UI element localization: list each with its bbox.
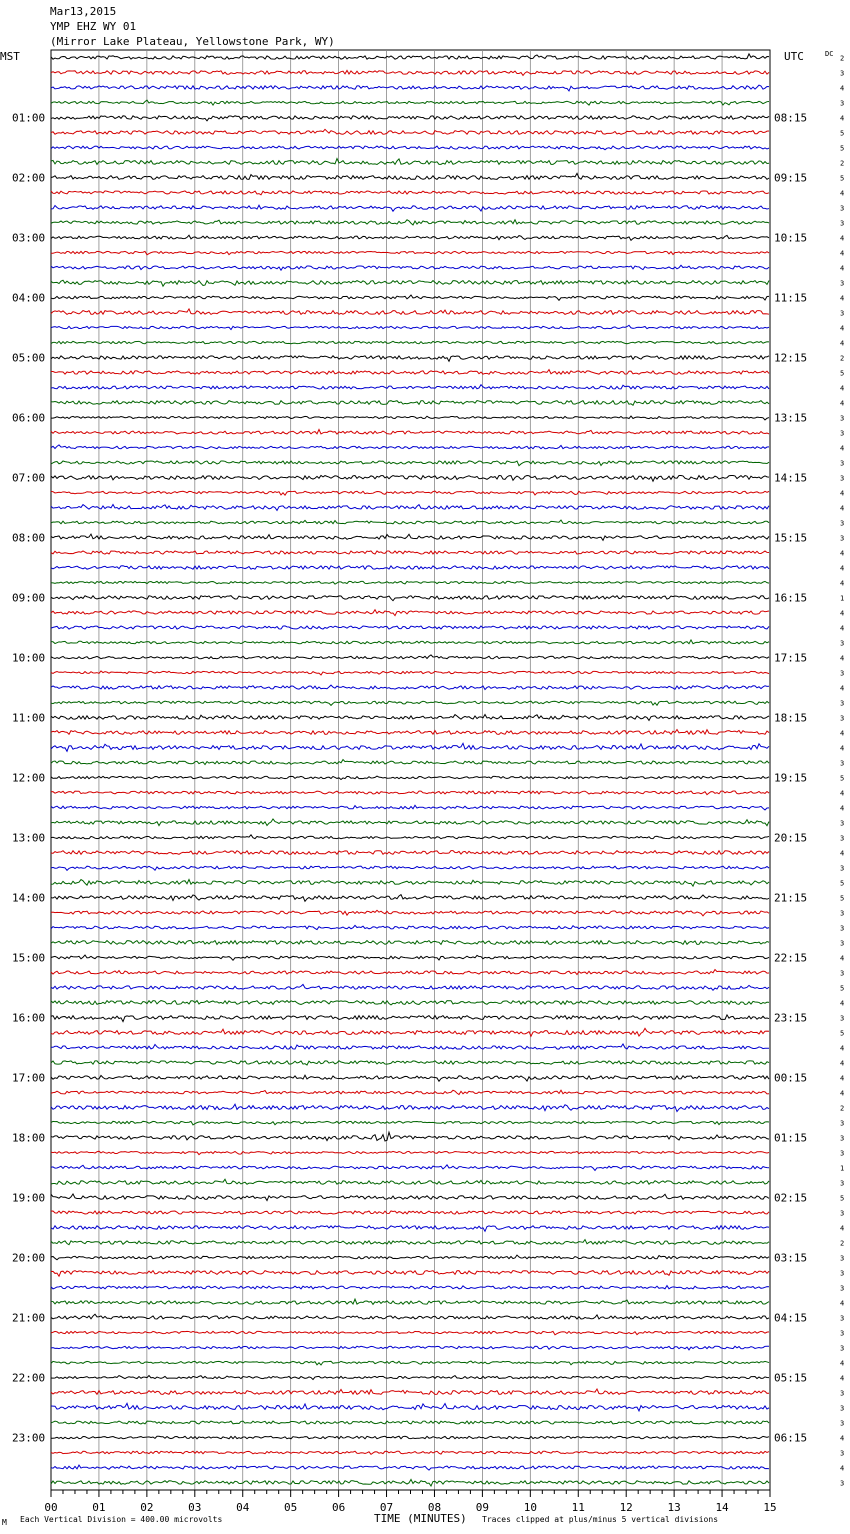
dc-offset-value: 3 bbox=[840, 309, 845, 318]
dc-offset-value: 4 bbox=[840, 1434, 845, 1443]
dc-offset-value: 3 bbox=[840, 519, 845, 528]
dc-offset-value: 4 bbox=[840, 264, 845, 273]
dc-offset-value: 3 bbox=[840, 459, 845, 468]
plot-date: Mar13,2015 bbox=[50, 5, 117, 18]
x-tick-label: 10 bbox=[523, 1501, 537, 1514]
mst-hour-label: 14:00 bbox=[12, 891, 46, 905]
dc-offset-value: 3 bbox=[840, 864, 845, 873]
x-tick-label: 09 bbox=[475, 1501, 490, 1514]
dc-offset-value: 4 bbox=[840, 684, 845, 693]
mst-hour-label: 16:00 bbox=[12, 1011, 46, 1025]
station-location: (Mirror Lake Plateau, Yellowstone Park, WY) bbox=[50, 35, 335, 48]
dc-offset-value: 4 bbox=[840, 849, 845, 858]
utc-hour-label: 18:15 bbox=[774, 711, 808, 725]
dc-offset-value: 4 bbox=[840, 504, 845, 513]
x-tick-label: 14 bbox=[715, 1501, 729, 1514]
dc-offset-value: 4 bbox=[840, 1464, 845, 1473]
x-tick-label: 01 bbox=[92, 1501, 106, 1514]
dc-offset-column bbox=[840, 55, 844, 1488]
utc-hour-label: 01:15 bbox=[774, 1131, 808, 1145]
dc-offset-value: 2 bbox=[840, 159, 845, 168]
utc-hour-label: 19:15 bbox=[774, 771, 808, 785]
mst-hour-label: 07:00 bbox=[12, 471, 46, 485]
dc-offset-value: 3 bbox=[840, 639, 845, 648]
utc-hour-label: 16:15 bbox=[774, 591, 808, 605]
mst-hour-label: 01:00 bbox=[12, 111, 46, 125]
utc-hour-label: 13:15 bbox=[774, 411, 808, 425]
dc-offset-value: 3 bbox=[840, 1329, 845, 1338]
dc-offset-value: 3 bbox=[840, 1179, 845, 1188]
utc-hour-label: 12:15 bbox=[774, 351, 808, 365]
dc-offset-value: 3 bbox=[840, 1404, 845, 1413]
dc-offset-value: 4 bbox=[840, 609, 845, 618]
utc-hour-label: 09:15 bbox=[774, 171, 808, 185]
left-axis-title: MST bbox=[0, 50, 20, 63]
dc-offset-value: 5 bbox=[840, 879, 845, 888]
utc-hour-label: 15:15 bbox=[774, 531, 808, 545]
dc-offset-value: 5 bbox=[840, 129, 845, 138]
mst-hour-label: 08:00 bbox=[12, 531, 46, 545]
dc-offset-value: 4 bbox=[840, 549, 845, 558]
dc-offset-value: 3 bbox=[840, 924, 845, 933]
dc-offset-value: 5 bbox=[840, 984, 845, 993]
dc-offset-value: 3 bbox=[840, 909, 845, 918]
dc-offset-value: 3 bbox=[840, 69, 845, 78]
mst-hour-label: 17:00 bbox=[12, 1071, 46, 1085]
dc-offset-value: 4 bbox=[840, 399, 845, 408]
x-axis-title: TIME (MINUTES) bbox=[374, 1512, 467, 1525]
dc-offset-value: 4 bbox=[840, 114, 845, 123]
dc-offset-value: 2 bbox=[840, 1239, 845, 1248]
dc-offset-value: 4 bbox=[840, 654, 845, 663]
utc-hour-label: 20:15 bbox=[774, 831, 808, 845]
dc-offset-value: 4 bbox=[840, 324, 845, 333]
dc-offset-value: 3 bbox=[840, 1314, 845, 1323]
utc-hour-label: 06:15 bbox=[774, 1431, 808, 1445]
utc-hour-label: 11:15 bbox=[774, 291, 808, 305]
dc-offset-value: 3 bbox=[840, 279, 845, 288]
dc-offset-value: 3 bbox=[840, 819, 845, 828]
dc-offset-value: 4 bbox=[840, 744, 845, 753]
utc-hour-label: 03:15 bbox=[774, 1251, 808, 1265]
dc-offset-value: 3 bbox=[840, 99, 845, 108]
dc-offset-value: 4 bbox=[840, 234, 845, 243]
dc-offset-value: 3 bbox=[840, 939, 845, 948]
x-tick-label: 15 bbox=[763, 1501, 777, 1514]
dc-offset-value: 4 bbox=[840, 1359, 845, 1368]
mst-hour-label: 05:00 bbox=[12, 351, 46, 365]
x-tick-label: 03 bbox=[188, 1501, 202, 1514]
dc-offset-value: 3 bbox=[840, 699, 845, 708]
dc-offset-value: 4 bbox=[840, 564, 845, 573]
right-axis-title: UTC bbox=[784, 50, 804, 63]
dc-offset-value: 3 bbox=[840, 1209, 845, 1218]
mst-hour-label: 11:00 bbox=[12, 711, 46, 725]
mst-hour-label: 22:00 bbox=[12, 1371, 46, 1385]
dc-offset-value: 3 bbox=[840, 1014, 845, 1023]
x-tick-label: 08 bbox=[427, 1501, 442, 1514]
dc-offset-value: 4 bbox=[840, 954, 845, 963]
mst-hour-label: 20:00 bbox=[12, 1251, 46, 1265]
utc-hour-label: 21:15 bbox=[774, 891, 808, 905]
dc-offset-value: 3 bbox=[840, 534, 845, 543]
dc-offset-value: 4 bbox=[840, 1224, 845, 1233]
dc-offset-value: 4 bbox=[840, 1074, 845, 1083]
dc-offset-value: 4 bbox=[840, 294, 845, 303]
dc-offset-value: 1 bbox=[840, 1164, 845, 1173]
dc-offset-value: 4 bbox=[840, 249, 845, 258]
dc-offset-value: 2 bbox=[840, 354, 845, 363]
dc-offset-value: 3 bbox=[840, 1254, 845, 1263]
dc-offset-value: 5 bbox=[840, 1029, 845, 1038]
utc-hour-label: 23:15 bbox=[774, 1011, 808, 1025]
x-axis bbox=[44, 1490, 776, 1514]
utc-hour-label: 14:15 bbox=[774, 471, 808, 485]
utc-hour-label: 00:15 bbox=[774, 1071, 808, 1085]
dc-offset-value: 4 bbox=[840, 1299, 845, 1308]
dc-offset-value: 5 bbox=[840, 174, 845, 183]
utc-hour-label: 22:15 bbox=[774, 951, 808, 965]
utc-hour-label: 17:15 bbox=[774, 651, 808, 665]
dc-offset-value: 3 bbox=[840, 204, 845, 213]
dc-offset-value: 4 bbox=[840, 1059, 845, 1068]
mst-hour-label: 06:00 bbox=[12, 411, 46, 425]
x-tick-label: 05 bbox=[284, 1501, 298, 1514]
dc-offset-value: 2 bbox=[840, 1104, 845, 1113]
dc-offset-value: 4 bbox=[840, 444, 845, 453]
utc-hour-label: 08:15 bbox=[774, 111, 808, 125]
mst-hour-label: 02:00 bbox=[12, 171, 46, 185]
mst-hour-label: 03:00 bbox=[12, 231, 46, 245]
corner-mark: M bbox=[2, 1518, 7, 1527]
dc-offset-value: 3 bbox=[840, 1149, 845, 1158]
x-tick-label: 06 bbox=[331, 1501, 346, 1514]
dc-offset-value: 3 bbox=[840, 414, 845, 423]
dc-offset-value: 3 bbox=[840, 834, 845, 843]
dc-offset-value: 4 bbox=[840, 339, 845, 348]
dc-offset-value: 2 bbox=[840, 54, 845, 63]
station-name: YMP EHZ WY 01 bbox=[50, 20, 137, 33]
dc-offset-value: 4 bbox=[840, 1089, 845, 1098]
dc-offset-value: 3 bbox=[840, 1134, 845, 1143]
dc-offset-value: 5 bbox=[840, 369, 845, 378]
dc-offset-value: 4 bbox=[840, 999, 845, 1008]
x-tick-label: 04 bbox=[236, 1501, 250, 1514]
mst-hour-label: 10:00 bbox=[12, 651, 46, 665]
dc-offset-value: 3 bbox=[840, 474, 845, 483]
dc-offset-value: 3 bbox=[840, 1284, 845, 1293]
dc-offset-value: 4 bbox=[840, 489, 845, 498]
x-tick-label: 07 bbox=[379, 1501, 394, 1514]
mst-hour-label: 04:00 bbox=[12, 291, 46, 305]
clip-note: Traces clipped at plus/minus 5 vertical divisions bbox=[482, 1515, 719, 1524]
dc-offset-value: 5 bbox=[840, 774, 845, 783]
dc-offset-value: 5 bbox=[840, 894, 845, 903]
dc-offset-value: 3 bbox=[840, 969, 845, 978]
mst-hour-label: 21:00 bbox=[12, 1311, 46, 1325]
x-tick-label: 11 bbox=[571, 1501, 585, 1514]
dc-title: DC bbox=[825, 50, 834, 58]
mst-hour-label: 23:00 bbox=[12, 1431, 46, 1445]
dc-offset-value: 3 bbox=[840, 429, 845, 438]
dc-offset-value: 3 bbox=[840, 1389, 845, 1398]
mst-hour-label: 13:00 bbox=[12, 831, 46, 845]
dc-offset-value: 3 bbox=[840, 714, 845, 723]
dc-offset-value: 3 bbox=[840, 1269, 845, 1278]
dc-offset-value: 5 bbox=[840, 144, 845, 153]
dc-offset-value: 3 bbox=[840, 669, 845, 678]
dc-offset-value: 4 bbox=[840, 384, 845, 393]
dc-offset-value: 4 bbox=[840, 579, 845, 588]
x-tick-label: 13 bbox=[667, 1501, 681, 1514]
dc-offset-value: 3 bbox=[840, 1119, 845, 1128]
mst-hour-label: 12:00 bbox=[12, 771, 46, 785]
utc-hour-label: 10:15 bbox=[774, 231, 808, 245]
dc-offset-value: 4 bbox=[840, 729, 845, 738]
dc-offset-value: 3 bbox=[840, 759, 845, 768]
dc-offset-value: 4 bbox=[840, 84, 845, 93]
dc-offset-value: 4 bbox=[840, 189, 845, 198]
dc-offset-value: 4 bbox=[840, 1374, 845, 1383]
mst-hour-label: 09:00 bbox=[12, 591, 46, 605]
scale-note: Each Vertical Division = 400.00 microvolts bbox=[20, 1515, 223, 1524]
dc-offset-value: 3 bbox=[840, 1344, 845, 1353]
dc-offset-value: 3 bbox=[840, 1479, 845, 1488]
mst-hour-label: 18:00 bbox=[12, 1131, 46, 1145]
dc-offset-value: 3 bbox=[840, 219, 845, 228]
dc-offset-value: 4 bbox=[840, 624, 845, 633]
x-tick-label: 12 bbox=[619, 1501, 633, 1514]
dc-offset-value: 4 bbox=[840, 1044, 845, 1053]
utc-hour-label: 05:15 bbox=[774, 1371, 808, 1385]
dc-offset-value: 4 bbox=[840, 789, 845, 798]
utc-hour-label: 02:15 bbox=[774, 1191, 808, 1205]
x-tick-label: 02 bbox=[140, 1501, 154, 1514]
x-tick-label: 00 bbox=[44, 1501, 58, 1514]
dc-offset-value: 4 bbox=[840, 804, 845, 813]
dc-offset-value: 3 bbox=[840, 1419, 845, 1428]
dc-offset-value: 1 bbox=[840, 594, 845, 603]
utc-hour-label: 04:15 bbox=[774, 1311, 808, 1325]
mst-hour-label: 15:00 bbox=[12, 951, 46, 965]
dc-offset-value: 3 bbox=[840, 1449, 845, 1458]
mst-hour-label: 19:00 bbox=[12, 1191, 46, 1205]
dc-offset-value: 5 bbox=[840, 1194, 845, 1203]
plot-frame bbox=[51, 50, 770, 1490]
